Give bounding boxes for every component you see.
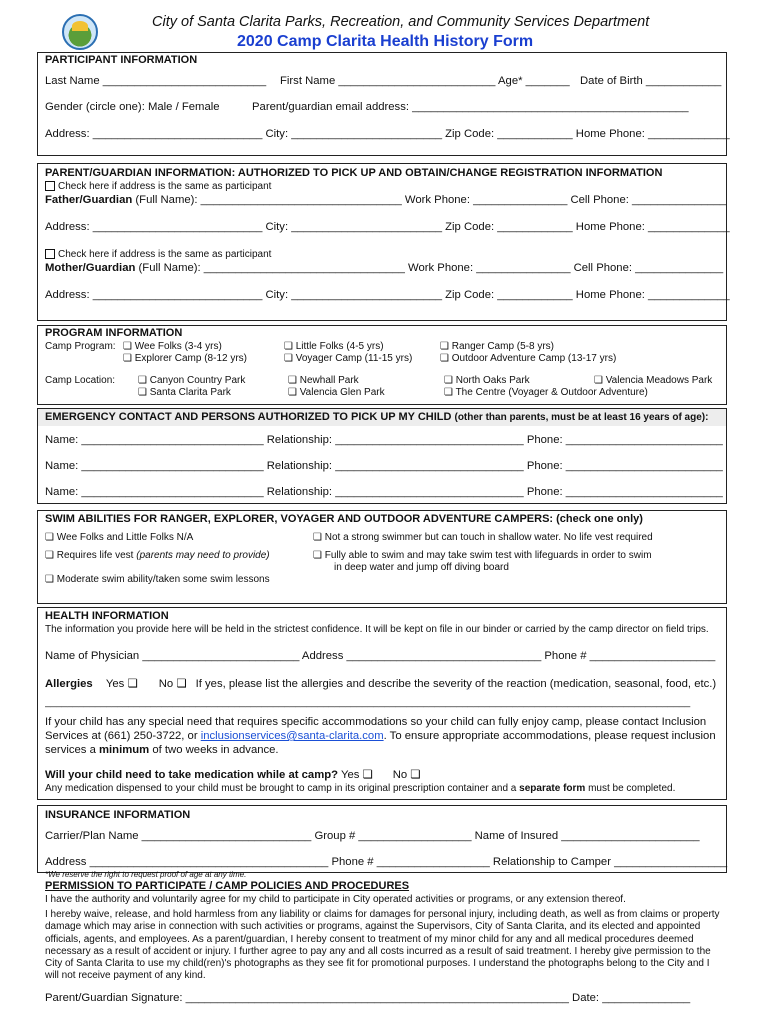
swim-option-not-strong[interactable]: ❏ Not a strong swimmer but can touch in shallow water. No life vest required [313, 532, 653, 543]
permission-p2: I hereby waive, release, and hold harmless from any liability or claims for damages for personal injury, including death, as well as from claims or property damage which may arise in connection with such activities or programs, against the Supervisors, City of Santa Clarita, and its elected and appointed officials, agents, and employees. As a parent/guardian, I hereby consent to treatment of my minor child for any and all medical procedures deemed necessary as a result of accident or injury. I further agree to pay any and all costs incurred as a result of said treatment. I hereby give permission to the City of Santa Clarita to use my child(ren)'s photographs as they see fit for promotional purposes. I understand the photographs belong to the City and I will not receive payment of any kind. [45, 909, 720, 982]
checkbox-icon: ❏ [123, 353, 135, 364]
permission-heading: PERMISSION TO PARTICIPATE / CAMP POLICIES AND PROCEDURES [45, 880, 410, 892]
participant-address-row[interactable]: Address: ___________________________ City: ________________________ Zip Code: ____________ Home Phone: _____________ [45, 128, 730, 140]
checkbox-icon: ❏ [45, 574, 57, 585]
checkbox-icon: ❏ [313, 532, 325, 543]
insurance-address-row[interactable]: Address ______________________________________ Phone # __________________ Relationship to Camper __________________ [45, 856, 728, 868]
emergency-heading: EMERGENCY CONTACT AND PERSONS AUTHORIZED TO PICK UP MY CHILD (other than parents, must be at least 16 years of age): [45, 411, 709, 423]
program-option[interactable]: ❏ Wee Folks (3-4 yrs) [123, 341, 222, 352]
checkbox-icon: ❏ [45, 532, 57, 543]
participant-heading: PARTICIPANT INFORMATION [45, 54, 198, 66]
medication-yes[interactable]: Yes ❏ [340, 769, 373, 781]
location-option[interactable]: ❏ The Centre (Voyager & Outdoor Adventure) [444, 387, 648, 398]
medication-note: Any medication dispensed to your child must be brought to camp in its original prescription container and a separate form must be completed. [45, 783, 676, 794]
age-field[interactable]: Age* _______ [498, 75, 570, 87]
swim-option-fully-able-cont: in deep water and jump off diving board [334, 562, 509, 573]
page-title: City of Santa Clarita Parks, Recreation, and Community Services Department [152, 14, 650, 30]
mother-row[interactable] [45, 262, 723, 274]
health-heading: HEALTH INFORMATION [45, 610, 169, 622]
checkbox-icon: ❏ [123, 341, 135, 352]
dob-field[interactable]: Date of Birth ____________ [580, 75, 722, 87]
swim-option-na[interactable]: ❏ Wee Folks and Little Folks N/A [45, 532, 194, 543]
location-option[interactable]: ❏ Valencia Meadows Park [594, 375, 713, 386]
inclusion-email-link[interactable]: inclusionservices@santa-clarita.com [200, 730, 384, 742]
program-option[interactable]: ❏ Explorer Camp (8-12 yrs) [123, 353, 248, 364]
camp-program-label: Camp Program: [45, 341, 116, 352]
guardian-heading: PARENT/GUARDIAN INFORMATION: AUTHORIZED TO PICK UP AND OBTAIN/CHANGE REGISTRATION INFORMATION [45, 167, 663, 179]
form-title: 2020 Camp Clarita Health History Form [237, 33, 534, 50]
location-option[interactable]: ❏ Valencia Glen Park [288, 387, 385, 398]
father-fields: (Full Name): ________________________________ Work Phone: _______________ Cell Phone: _______________ [135, 194, 727, 206]
mother-fields: (Full Name): ________________________________ Work Phone: _______________ Cell Phone: ______________ [138, 262, 724, 274]
allergies-yes[interactable]: Yes ❏ [105, 678, 138, 690]
father-address-row[interactable]: Address: ___________________________ City: ________________________ Zip Code: ____________ Home Phone: _____________ [45, 221, 730, 233]
program-option[interactable]: ❏ Outdoor Adventure Camp (13-17 yrs) [440, 353, 617, 364]
mother-address-row[interactable]: Address: ___________________________ City: ________________________ Zip Code: ____________ Home Phone: _____________ [45, 289, 730, 301]
checkbox-icon: ❏ [440, 341, 452, 352]
location-option[interactable]: ❏ Canyon Country Park [138, 375, 246, 386]
special-needs-line2: Services at (661) 250-3722, or inclusionservices@santa-clarita.com. To ensure appropriate accommodations, please request inclusion [45, 730, 716, 742]
swim-option-moderate[interactable]: ❏ Moderate swim ability/taken some swim lessons [45, 574, 270, 585]
medication-question[interactable]: Will your child need to take medication while at camp? Yes ❏ No ❏ [45, 769, 421, 781]
physician-row[interactable]: Name of Physician _________________________ Address _______________________________ Phone # ____________________ [45, 650, 716, 662]
first-name-field[interactable]: First Name _________________________ [280, 75, 496, 87]
allergy-prompt: If yes, please list the allergies and describe the severity of the reaction (medication, seasonal, food, etc.) [195, 678, 717, 690]
father-row[interactable] [45, 194, 726, 206]
program-option[interactable]: ❏ Voyager Camp (11-15 yrs) [284, 353, 413, 364]
insurance-carrier-row[interactable]: Carrier/Plan Name ___________________________ Group # __________________ Name of Insured ______________________ [45, 830, 700, 842]
swim-option-fully-able[interactable]: ❏ Fully able to swim and may take swim test with lifeguards in order to swim [313, 550, 652, 561]
signature-row[interactable]: Parent/Guardian Signature: _____________________________________________________________ Date: ______________ [45, 992, 691, 1004]
allergies-row[interactable] [45, 677, 716, 690]
medication-no[interactable]: No ❏ [392, 769, 421, 781]
swim-heading: SWIM ABILITIES FOR RANGER, EXPLORER, VOYAGER AND OUTDOOR ADVENTURE CAMPERS: (check one only) [45, 513, 643, 525]
permission-p1: I have the authority and voluntarily agree for my child to participate in City operated activities or programs, or any extension thereof. [45, 894, 626, 905]
guardian-email-field[interactable]: Parent/guardian email address: ____________________________________________ [252, 101, 689, 113]
checkbox-icon [45, 181, 55, 191]
allergy-description-line[interactable]: ____________________________________________________________________________________________________________________ [45, 697, 691, 708]
father-same-address-checkbox[interactable] [45, 181, 271, 192]
checkbox-icon: ❏ [444, 387, 456, 398]
checkbox-icon: ❏ [138, 387, 150, 398]
age-proof-note: *We reserve the right to request proof of age at any time. [45, 870, 247, 879]
special-needs-line1: If your child has any special need that requires specific accommodations so your child can fully enjoy camp, please contact Inclusion [45, 716, 707, 728]
checkbox-icon: ❏ [288, 375, 300, 386]
checkbox-label: Check here if address is the same as participant [58, 249, 272, 260]
allergies-label: Allergies [45, 678, 93, 690]
father-label: Father/Guardian [45, 194, 133, 206]
location-option[interactable]: ❏ Santa Clarita Park [138, 387, 231, 398]
gender-field[interactable]: Gender (circle one): Male / Female [45, 101, 220, 113]
emergency-contact-row[interactable]: Name: _____________________________ Relationship: ______________________________ Phone: _________________________ [45, 486, 723, 498]
location-option[interactable]: ❏ Newhall Park [288, 375, 359, 386]
checkbox-icon: ❏ [288, 387, 300, 398]
checkbox-icon: ❏ [138, 375, 150, 386]
last-name-field[interactable]: Last Name __________________________ [45, 75, 267, 87]
mother-same-address-checkbox[interactable] [45, 249, 271, 260]
location-option[interactable]: ❏ North Oaks Park [444, 375, 530, 386]
program-heading: PROGRAM INFORMATION [45, 327, 183, 339]
checkbox-icon: ❏ [45, 550, 57, 561]
checkbox-icon: ❏ [284, 341, 296, 352]
checkbox-icon [45, 249, 55, 259]
insurance-heading: INSURANCE INFORMATION [45, 809, 191, 821]
camp-location-label: Camp Location: [45, 375, 116, 386]
program-option[interactable]: ❏ Ranger Camp (5-8 yrs) [440, 341, 555, 352]
swim-option-life-vest[interactable]: ❏ Requires life vest (parents may need to provide) [45, 550, 270, 561]
emergency-contact-row[interactable]: Name: _____________________________ Relationship: ______________________________ Phone: _________________________ [45, 460, 723, 472]
mother-label: Mother/Guardian [45, 262, 136, 274]
checkbox-icon: ❏ [284, 353, 296, 364]
allergies-no[interactable]: No ❏ [158, 678, 187, 690]
checkbox-icon: ❏ [444, 375, 456, 386]
special-needs-line3: services a minimum of two weeks in advance. [45, 744, 279, 756]
checkbox-label: Check here if address is the same as participant [58, 181, 272, 192]
checkbox-icon: ❏ [594, 375, 606, 386]
checkbox-icon: ❏ [440, 353, 452, 364]
emergency-contact-row[interactable]: Name: _____________________________ Relationship: ______________________________ Phone: _________________________ [45, 434, 723, 446]
program-option[interactable]: ❏ Little Folks (4-5 yrs) [284, 341, 384, 352]
city-seal-logo [62, 14, 98, 50]
health-confidential-note: The information you provide here will be held in the strictest confidence. It will be kept on file in our binder or carried by the camp director on field trips. [45, 624, 709, 635]
checkbox-icon: ❏ [313, 550, 325, 561]
